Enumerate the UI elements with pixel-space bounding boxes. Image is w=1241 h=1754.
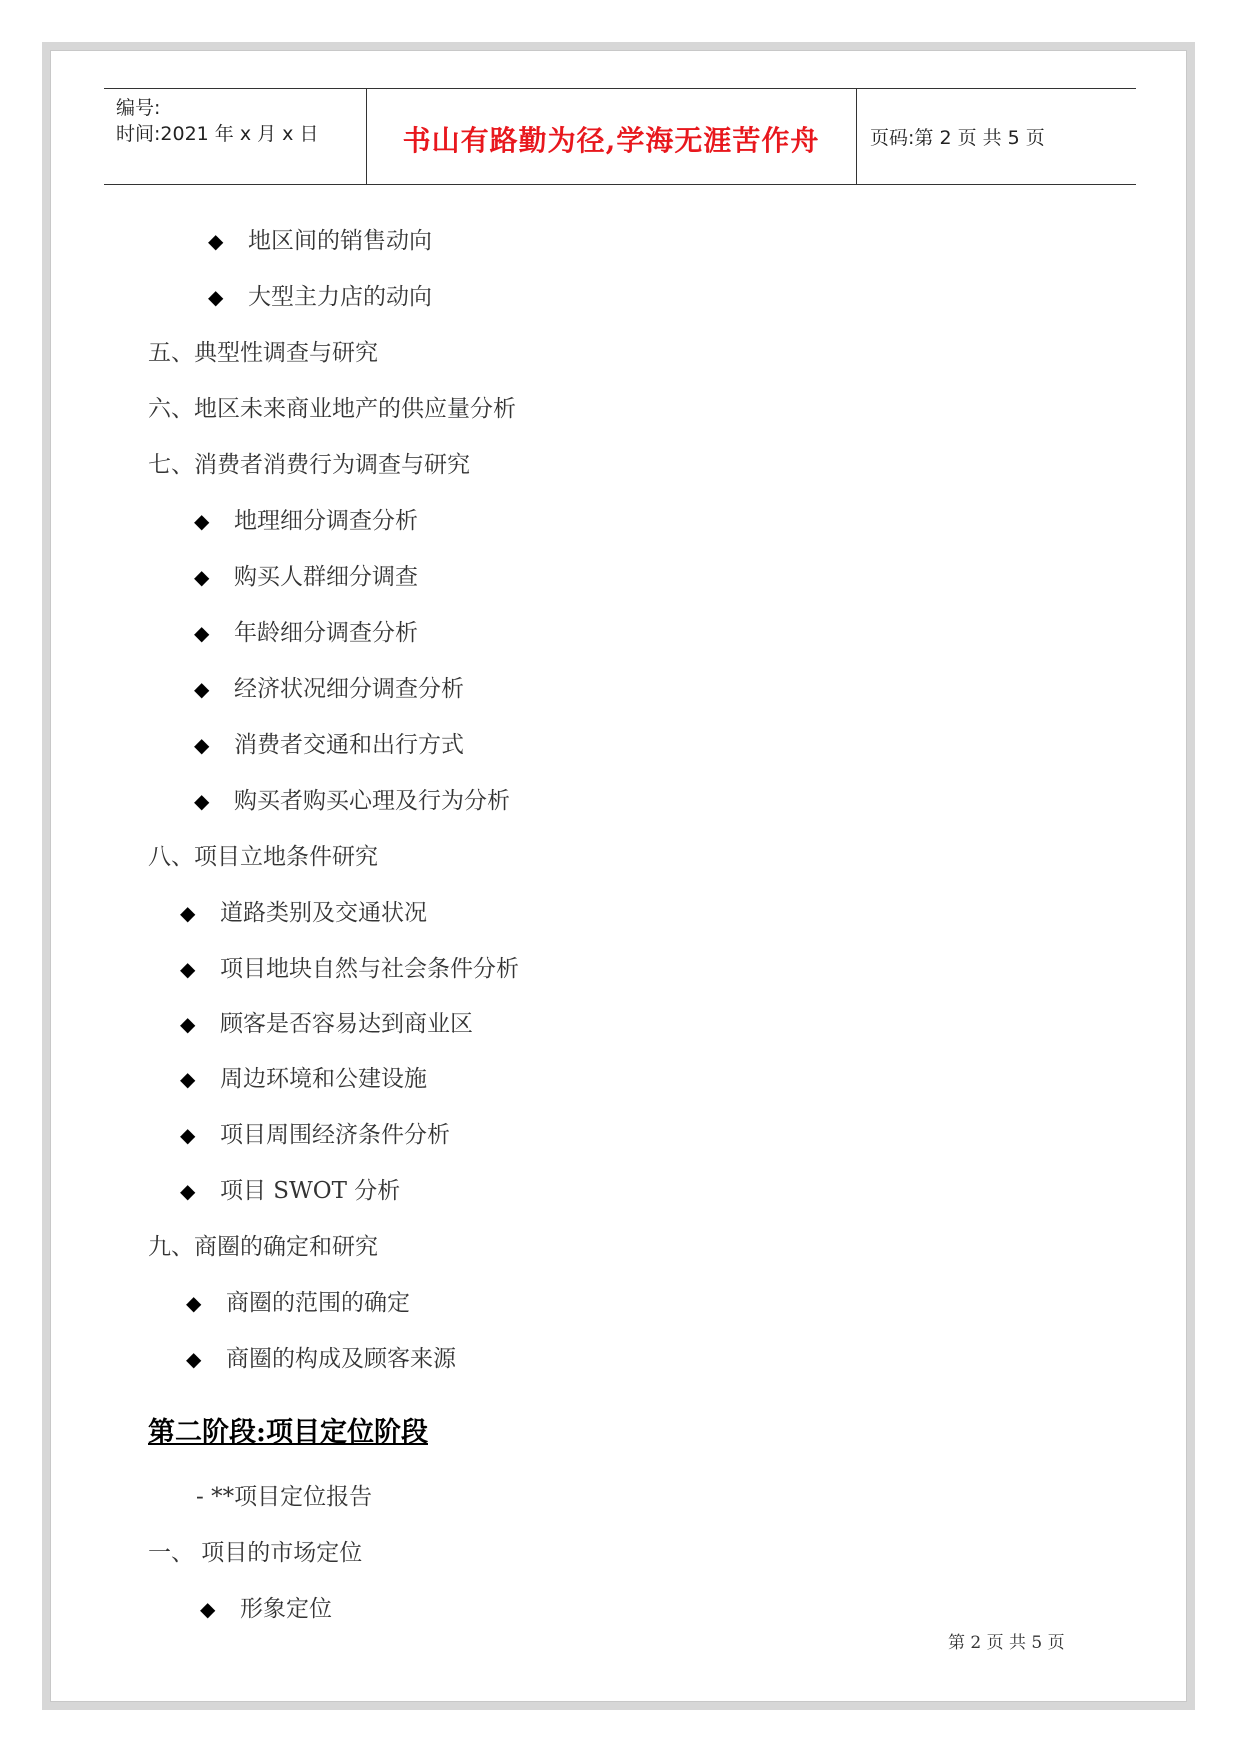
list-item-text: 道路类别及交通状况 — [220, 900, 427, 926]
section-title: 六、地区未来商业地产的供应量分析 — [148, 396, 516, 422]
list-item-text: 年龄细分调查分析 — [234, 620, 418, 646]
list-item — [194, 782, 510, 815]
header-info-cell — [104, 89, 367, 184]
list-item-text: 形象定位 — [240, 1596, 332, 1622]
list-item — [180, 1005, 473, 1038]
doc-number-label: 编号: — [116, 97, 161, 119]
list-item — [194, 558, 418, 591]
list-item-text: 商圈的构成及顾客来源 — [226, 1346, 456, 1372]
diamond-bullet-icon: ◆ — [180, 1123, 196, 1147]
diamond-bullet-icon: ◆ — [194, 509, 210, 533]
list-item-text: 商圈的范围的确定 — [226, 1290, 410, 1316]
list-item — [208, 278, 432, 311]
diamond-bullet-icon: ◆ — [194, 621, 210, 645]
diamond-bullet-icon: ◆ — [180, 1179, 196, 1203]
list-item-text: 大型主力店的动向 — [248, 284, 432, 310]
header-motto-cell — [366, 89, 857, 184]
diamond-bullet-icon: ◆ — [186, 1291, 202, 1315]
list-item — [180, 894, 427, 927]
list-item — [194, 502, 418, 535]
section-title: 五、典型性调查与研究 — [148, 340, 378, 366]
list-item-text: 顾客是否容易达到商业区 — [220, 1011, 473, 1037]
list-item — [200, 1590, 332, 1623]
list-item-text: 经济状况细分调查分析 — [234, 676, 464, 702]
list-item — [186, 1284, 410, 1317]
header-table — [104, 88, 1136, 185]
list-item — [208, 222, 432, 255]
diamond-bullet-icon: ◆ — [194, 565, 210, 589]
list-item — [180, 1116, 450, 1149]
list-item-text: 购买人群细分调查 — [234, 564, 418, 590]
list-item — [194, 726, 464, 759]
list-item-text: 购买者购买心理及行为分析 — [234, 788, 510, 814]
list-item — [186, 1340, 456, 1373]
list-item-text: 消费者交通和出行方式 — [234, 732, 464, 758]
diamond-bullet-icon: ◆ — [186, 1347, 202, 1371]
header-page-cell — [856, 89, 1136, 184]
list-item-text: 项目周围经济条件分析 — [220, 1122, 450, 1148]
diamond-bullet-icon: ◆ — [180, 901, 196, 925]
doc-time-label: 时间:2021 年 x 月 x 日 — [116, 123, 319, 145]
list-item-text: 地区间的销售动向 — [248, 228, 432, 254]
sub-report-title: - **项目定位报告 — [196, 1484, 373, 1510]
list-item-text: 地理细分调查分析 — [234, 508, 418, 534]
diamond-bullet-icon: ◆ — [200, 1597, 216, 1621]
section-title: 九、商圈的确定和研究 — [148, 1234, 378, 1260]
header-page-number: 页码:第 2 页 共 5 页 — [870, 127, 1045, 149]
diamond-bullet-icon: ◆ — [180, 957, 196, 981]
diamond-bullet-icon: ◆ — [194, 733, 210, 757]
list-item — [194, 614, 418, 647]
footer-page-number: 第 2 页 共 5 页 — [948, 1633, 1065, 1653]
list-item — [194, 670, 464, 703]
stage-heading: 第二阶段:项目定位阶段 — [148, 1417, 428, 1448]
diamond-bullet-icon: ◆ — [180, 1067, 196, 1091]
list-item — [180, 1172, 400, 1205]
header-motto: 书山有路勤为径,学海无涯苦作舟 — [402, 124, 820, 157]
diamond-bullet-icon: ◆ — [194, 677, 210, 701]
diamond-bullet-icon: ◆ — [208, 229, 224, 253]
diamond-bullet-icon: ◆ — [180, 1012, 196, 1036]
section-title: 一、 项目的市场定位 — [148, 1540, 363, 1566]
list-item-text: 项目地块自然与社会条件分析 — [220, 956, 519, 982]
list-item-text: 项目 SWOT 分析 — [220, 1178, 401, 1204]
diamond-bullet-icon: ◆ — [208, 285, 224, 309]
list-item — [180, 950, 519, 983]
list-item — [180, 1060, 427, 1093]
section-title: 七、消费者消费行为调查与研究 — [148, 452, 470, 478]
list-item-text: 周边环境和公建设施 — [220, 1066, 427, 1092]
section-title: 八、项目立地条件研究 — [148, 844, 378, 870]
diamond-bullet-icon: ◆ — [194, 789, 210, 813]
